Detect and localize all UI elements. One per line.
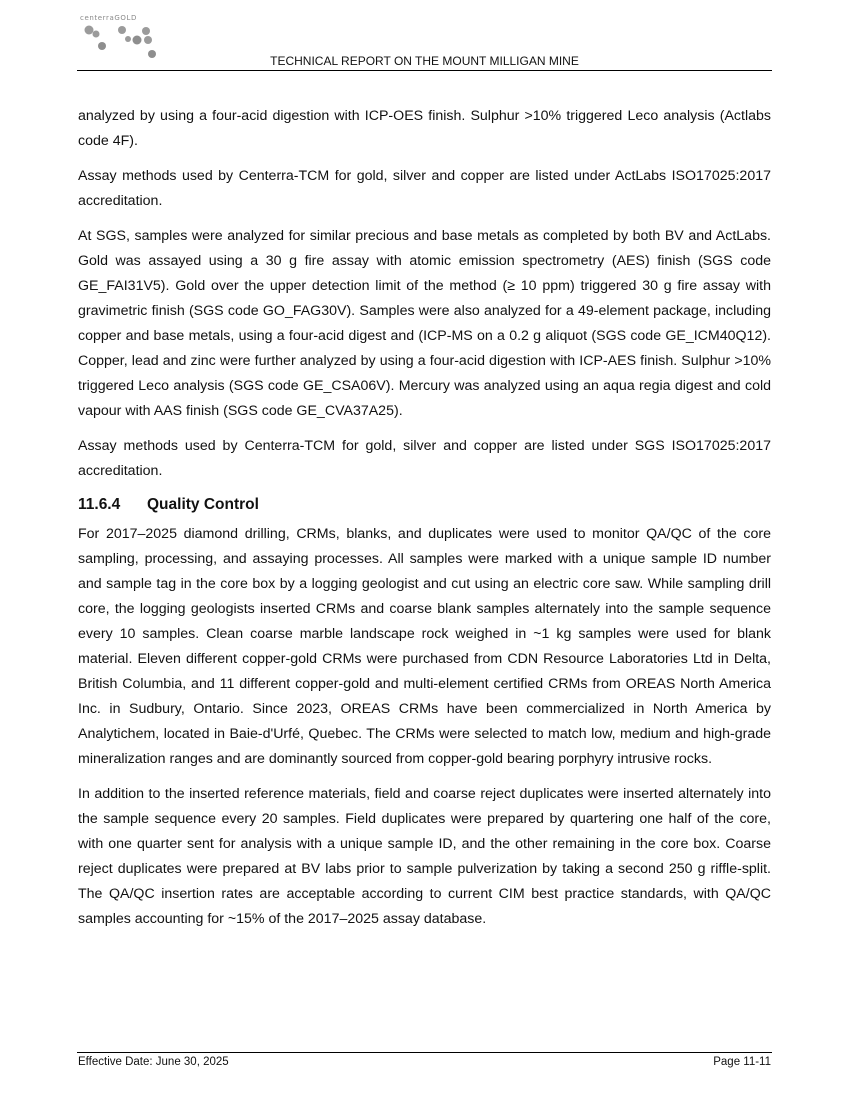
header-divider [77, 70, 772, 71]
section-title: Quality Control [147, 496, 259, 513]
section-heading [78, 494, 771, 516]
paragraph-duplicates: In addition to the inserted reference materials, field and coarse reject duplicates were inserted alternately into the sample sequence every 20 samples. Field duplicates were prepared by quartering one half of the core, with one quarter sent for analysis with a unique sample ID, and the other remaining in the core box. Coarse reject duplicates were prepared at BV labs prior to sample pulverization by taking a second 250 g riffle-split. The QA/QC insertion rates are acceptable according to current CIM best practice standards, with QA/QC samples accounting for ~15% of the 2017–2025 assay database. [78, 786, 771, 927]
paragraph-quality-control: For 2017–2025 diamond drilling, CRMs, blanks, and duplicates were used to monitor QA/QC of the core sampling, processing, and assaying processes. All samples were marked with a unique sample ID number and sample tag in the core box by a logging geologist and cut using an electric core saw. While sampling drill core, the logging geologists inserted CRMs and coarse blank samples alternately into the sample sequence every 10 samples. Clean coarse marble landscape rock weighed in ~1 kg samples were used for blank material. Eleven different copper-gold CRMs were purchased from CDN Resource Laboratories Ltd in Delta, British Columbia, and 11 different copper-gold and multi-element certified CRMs from OREAS North America Inc. in Sudbury, Ontario. Since 2023, OREAS CRMs have been commercialized in North America by Analytichem, located in Baie-d'Urfé, Quebec. The CRMs were selected to match low, medium and high-grade mineralization ranges and are dominantly sourced from copper-gold bearing porphyry intrusive rocks. [78, 526, 771, 767]
footer-divider [77, 1052, 772, 1053]
footer-effective-date: Effective Date: June 30, 2025 [78, 1056, 229, 1068]
footer-page-number: Page 11-11 [713, 1056, 771, 1068]
paragraph-sgs-methods: At SGS, samples were analyzed for similar precious and base metals as completed by both BV and ActLabs. Gold was assayed using a 30 g fire assay with atomic emission spectrometry (AES) finish (SGS code GE_FAI31V5). Gold over the upper detection limit of the method (≥ 10 ppm) triggered 30 g fire assay with gravimetric finish (SGS code GO_FAG30V). Samples were also analyzed for a 49-element package, including copper and base metals, using a four-acid digest and (ICP-MS on a 0.2 g aliquot (SGS code GE_ICM40Q12). Copper, lead and zinc were further analyzed by using a four-acid digestion with ICP-AES finish. Sulphur >10% triggered Leco analysis (SGS code GE_CSA06V). Mercury was analyzed using an aqua regia digest and cold vapour with AAS finish (SGS code GE_CVA37A25). [78, 228, 771, 419]
section-number: 11.6.4 [78, 496, 121, 513]
report-header-title: TECHNICAL REPORT ON THE MOUNT MILLIGAN MINE [270, 54, 579, 68]
paragraph-actlabs-accreditation: Assay methods used by Centerra-TCM for gold, silver and copper are listed under ActLabs ISO17025:2017 accreditation. [78, 168, 771, 209]
paragraph-sgs-accreditation: Assay methods used by Centerra-TCM for gold, silver and copper are listed under SGS ISO17025:2017 accreditation. [78, 438, 771, 479]
paragraph-actlabs-continuation: analyzed by using a four-acid digestion with ICP-OES finish. Sulphur >10% triggered Leco analysis (Actlabs code 4F). [78, 108, 771, 149]
logo-wordmark: centerraGOLD [80, 14, 137, 22]
page-content [78, 104, 771, 942]
